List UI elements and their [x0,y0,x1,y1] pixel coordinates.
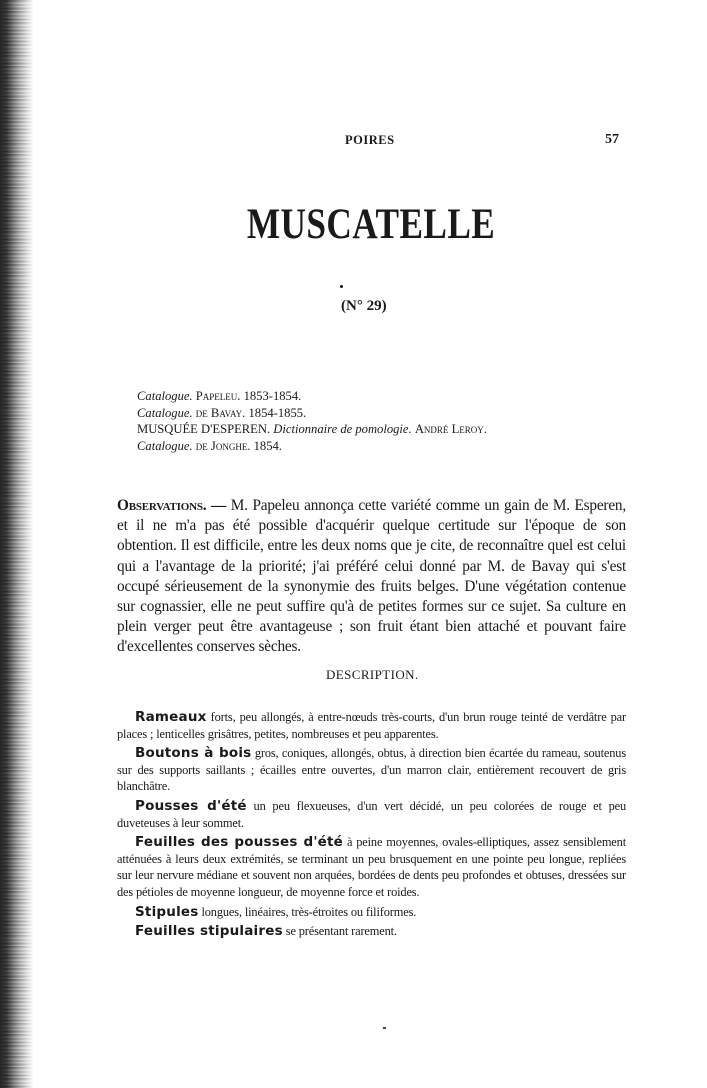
ink-speck [383,1027,386,1029]
description-text: gros, coniques, allongés, obtus, à direction bien écartée du rameau, soutenus sur des supports saillants ; écailles entre ouvertes, d'un marron clair, entièrement recouvert de gris blanchâtre. [117,746,626,794]
description-text: se présentant rarement. [285,924,397,939]
description-text: forts, peu allongés, à entre-nœuds très-courts, d'un brun rouge teinté de verdâtre par places ; lenticelles grisâtres, petites, nombreuses et peu apparentes. [117,710,626,741]
description-list [117,709,626,943]
catalogue-label: Catalogue. [137,405,193,420]
description-term: Boutons à bois [135,745,252,762]
catalogue-label: Catalogue. [137,438,193,453]
catalogue-source: Papeleu. 1853-1854. [195,389,302,403]
catalogue-line [137,388,697,405]
description-heading: DESCRIPTION. [326,667,419,682]
synonym-author: André Leroy. [414,422,487,436]
description-term: Pousses d'été [135,797,247,814]
observations-paragraph [117,496,626,658]
page-title: MUSCATELLE [246,201,496,248]
catalogue-line [137,405,697,422]
catalogue-source: de Jonghe. 1854. [195,438,282,453]
description-term: Feuilles stipulaires [135,923,283,940]
catalogue-source: de Bavay. 1854-1855. [195,405,307,420]
catalogue-line [137,421,697,438]
description-item [117,834,626,900]
description-item [117,904,626,921]
catalogue-label: Catalogue. [137,389,193,403]
description-term: Rameaux [135,709,207,725]
scanned-page-edge [0,0,34,1088]
description-item [117,923,626,940]
page-number: 57 [605,132,619,147]
variety-number: (N° 29) [341,298,387,314]
description-term: Stipules [135,903,199,920]
description-text: à peine moyennes, ovales-elliptiques, assez sensiblement atténuées à leurs deux extrémités, se terminant un peu brusquement en une pointe peu longue, repliées sur leur nervure médiane et souvent non arquées, bordées de dents peu profondes et obtuses, dressées sur des pétioles de moyenne longueur, de moyenne force et roides. [117,835,626,899]
ink-dot [340,285,343,288]
description-item [117,798,626,831]
description-item [117,709,626,742]
observations-lead: Observations. — [117,497,227,514]
running-header: POIRES [345,133,395,147]
description-item [117,745,626,795]
synonym-work: Dictionnaire de pomologie. [273,422,412,436]
synonym-name: MUSQUÉE D'ESPEREN. [137,422,271,436]
description-text: un peu flexueuses, d'un vert décidé, un peu colorées de rouge et peu duveteuses à leur sommet. [117,798,627,830]
observations-text: M. Papeleu annonça cette variété comme un gain de M. Esperen, et il ne m'a pas été possible d'acquérir quelque certitude sur l'époque de son obtention. Il est difficile, entre les deux noms que je cite, de reconnaître quel est celui qui a l'avantage de la priorité; j'ai préféré celui donné par M. de Bavay qui s'est occupé sérieusement de la synonymie des fruits belges. D'une végétation contenue sur cognassier, elle ne peut suffire qu'à de petites formes sur ce sujet. Sa culture en plein verger peut être avantageuse ; son fruit étant bien attaché et pouvant faire d'excellentes conserves sèches. [117,497,626,656]
catalogue-line [137,438,697,455]
description-text: longues, linéaires, très-étroites ou filiformes. [201,904,417,919]
description-term: Feuilles des pousses d'été [135,834,344,851]
catalogue-references [137,388,697,454]
